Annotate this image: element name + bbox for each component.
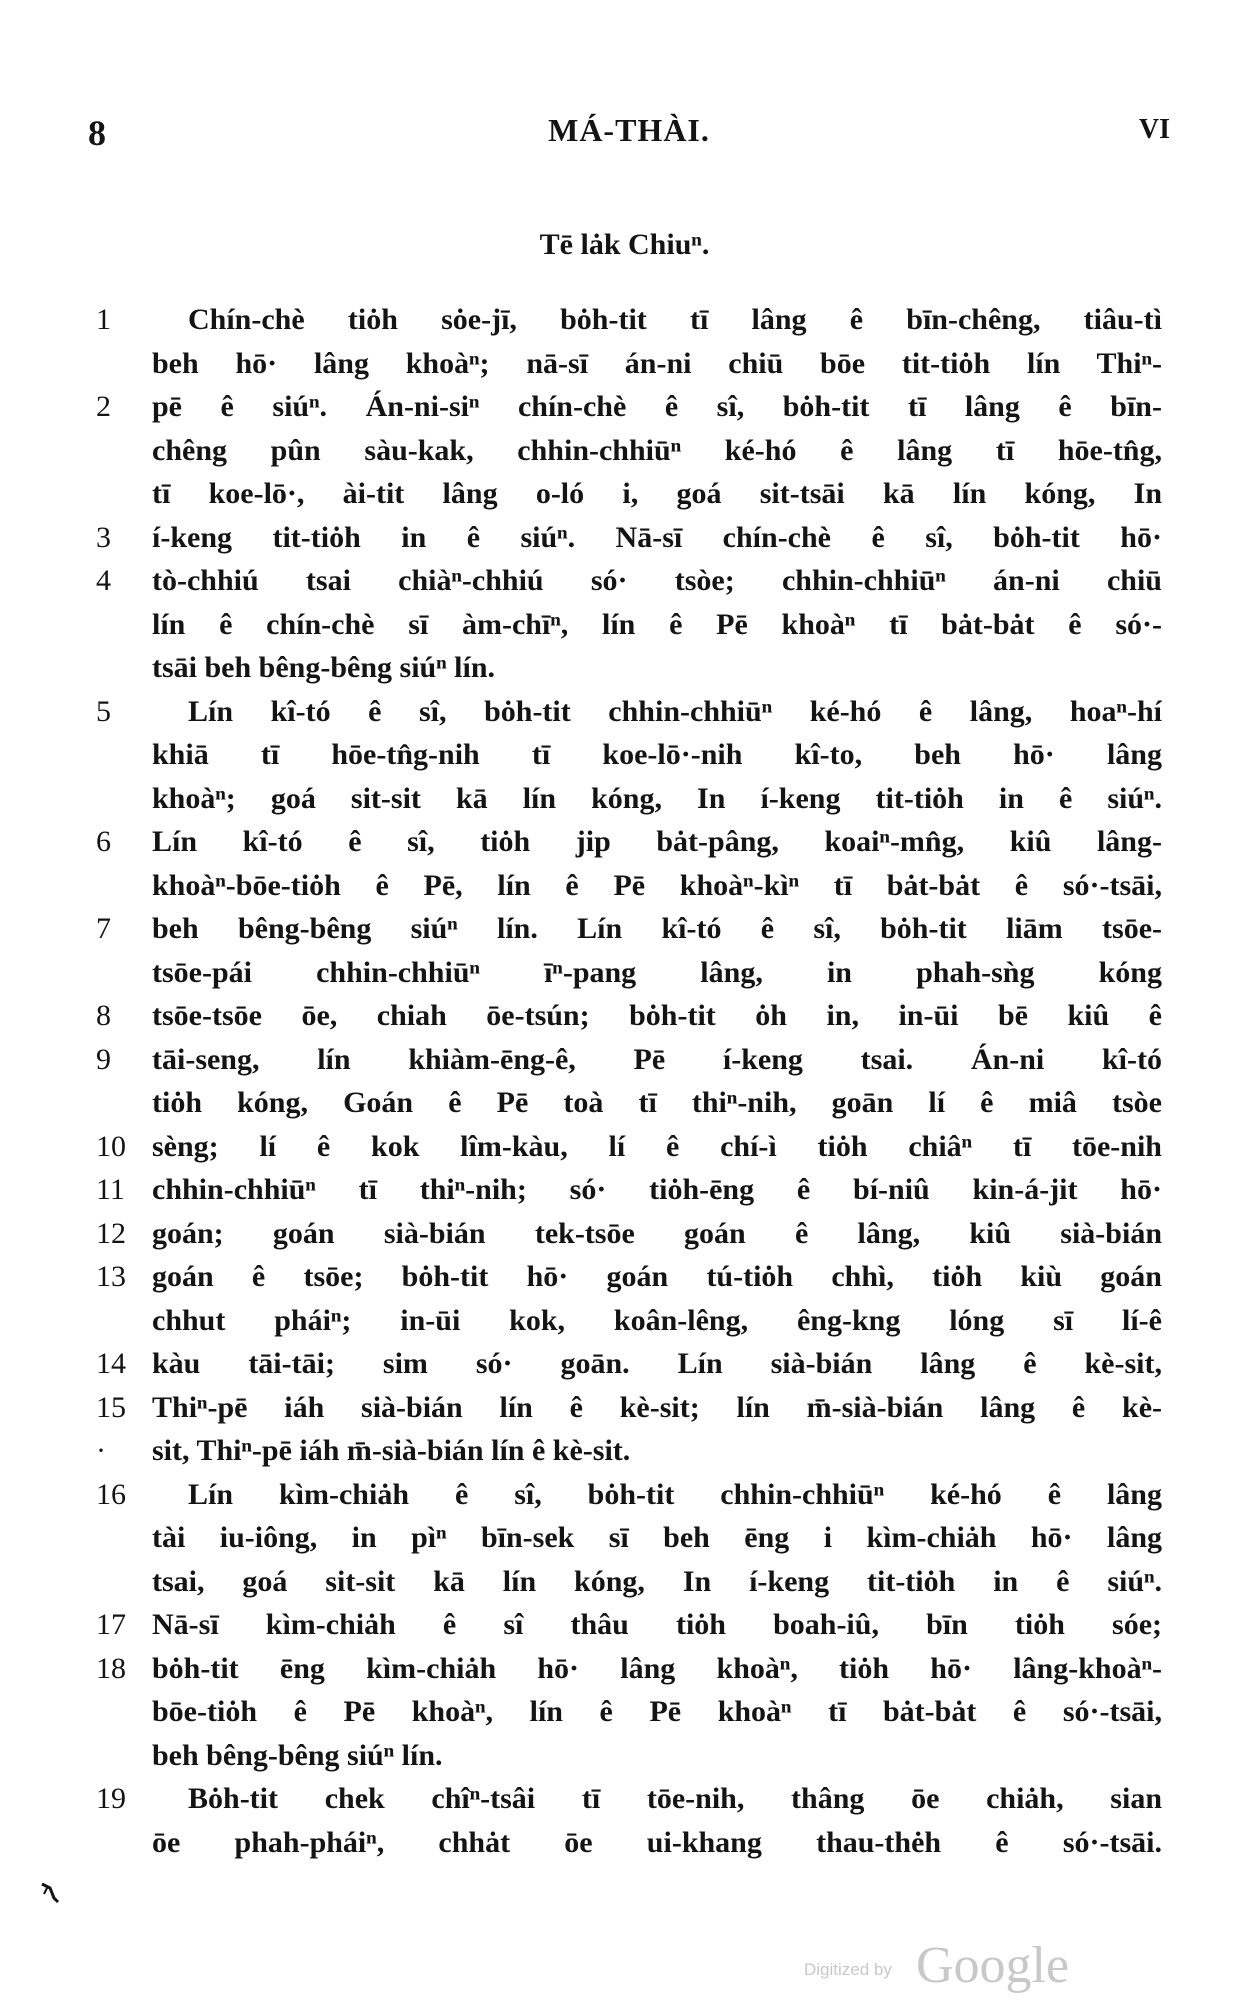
text-body	[96, 298, 1166, 1864]
line-text: tsāi beh bêng-bêng siúⁿ lín.	[152, 651, 496, 684]
text-line	[96, 1125, 1166, 1169]
line-text: goán; goán sià-bián tek-tsōe goán ê lâng, kiû sià-bián	[152, 1216, 1162, 1250]
line-text: Lín kìm-chiȧh ê sî, bȯh-tit chhin-chhiūⁿ ké-hó ê lâng	[188, 1477, 1162, 1511]
text-line	[96, 951, 1166, 995]
line-text: tò-chhiú tsai chiàⁿ-chhiú só· tsòe; chhin-chhiūⁿ án-ni chiū	[152, 564, 1162, 597]
verse-number: 16	[96, 1477, 126, 1511]
text-line	[96, 516, 1166, 560]
line-text: Thiⁿ-pē iáh sià-bián lín ê kè-sit; lín m̄-sià-bián lâng ê kè-	[152, 1390, 1162, 1424]
line-text: tài iu-iông, in pìⁿ bīn-sek sī beh ēng i kìm-chiȧh hō· lâng	[152, 1521, 1162, 1554]
verse-number: 1	[96, 303, 111, 336]
text-line	[96, 1516, 1166, 1560]
text-line	[96, 1821, 1166, 1865]
watermark-logo: Google	[916, 1937, 1070, 1994]
text-line	[96, 1255, 1166, 1299]
line-text: khoàⁿ-bōe-tiȯh ê Pē, lín ê Pē khoàⁿ-kìⁿ tī bȧt-bȧt ê só·-tsāi,	[152, 868, 1162, 902]
text-line	[96, 1560, 1166, 1604]
page-header	[88, 112, 1170, 160]
line-text: chhin-chhiūⁿ tī thiⁿ-nih; só· tiȯh-ēng ê bí-niû kin-á-jit hō·	[152, 1173, 1162, 1206]
line-text: tiȯh kóng, Goán ê Pē toà tī thiⁿ-nih, goān lí ê miâ tsòe	[152, 1086, 1162, 1119]
verse-number: 13	[96, 1260, 126, 1293]
text-line	[96, 429, 1166, 473]
line-text: pē ê siúⁿ. Án-ni-siⁿ chín-chè ê sî, bȯh-tit tī lâng ê bīn-	[152, 390, 1162, 423]
text-line	[96, 1038, 1166, 1082]
line-text: Lín kî-tó ê sî, tiȯh jip bȧt-pâng, koaiⁿ-mn̂g, kiû lâng-	[152, 825, 1162, 858]
text-line	[96, 472, 1166, 516]
text-line	[96, 342, 1166, 386]
text-line	[96, 1777, 1166, 1821]
text-line	[96, 1386, 1166, 1430]
text-line	[96, 646, 1166, 690]
ink-mark-icon	[40, 1880, 64, 1904]
line-text: bōe-tiȯh ê Pē khoàⁿ, lín ê Pē khoàⁿ tī bȧt-bȧt ê só·-tsāi,	[152, 1695, 1162, 1728]
verse-number: 15	[96, 1390, 126, 1424]
page-number: 8	[88, 113, 106, 153]
line-text: tī koe-lō·, ài-tit lâng o-ló i, goá sit-tsāi kā lín kóng, In	[152, 477, 1162, 510]
line-text: beh bêng-bêng siúⁿ lín.	[152, 1738, 443, 1772]
verse-number: 3	[96, 520, 111, 554]
text-line	[96, 1690, 1166, 1734]
verse-number: 18	[96, 1651, 126, 1685]
text-line	[96, 1212, 1166, 1256]
text-line	[96, 733, 1166, 777]
text-line	[96, 864, 1166, 908]
verse-number: 2	[96, 390, 111, 423]
line-text: bȯh-tit ēng kìm-chiȧh hō· lâng khoàⁿ, tiȯh hō· lâng-khoàⁿ-	[152, 1651, 1162, 1685]
text-line	[96, 1342, 1166, 1386]
text-line	[96, 1299, 1166, 1343]
text-line	[96, 385, 1166, 429]
line-text: Chín-chè tiȯh sȯe-jī, bȯh-tit tī lâng ê bīn-chêng, tiâu-tì	[188, 303, 1162, 336]
text-line	[96, 298, 1166, 342]
text-line	[96, 603, 1166, 647]
verse-number: 10	[96, 1129, 126, 1163]
verse-number: 19	[96, 1782, 126, 1815]
line-text: chêng pûn sàu-kak, chhin-chhiūⁿ ké-hó ê lâng tī hōe-tn̂g,	[152, 433, 1162, 467]
text-line	[96, 820, 1166, 864]
line-text: ōe phah-pháiⁿ, chhȧt ōe ui-khang thau-thėh ê só·-tsāi.	[152, 1825, 1162, 1859]
text-line	[96, 559, 1166, 603]
text-line	[96, 994, 1166, 1038]
watermark	[804, 1936, 1070, 1996]
line-text: khiā tī hōe-tn̂g-nih tī koe-lō·-nih kî-to, beh hō· lâng	[152, 738, 1162, 771]
verse-number: 12	[96, 1216, 126, 1250]
text-line	[96, 907, 1166, 951]
text-line	[96, 690, 1166, 734]
line-text: beh hō· lâng khoàⁿ; nā-sī án-ni chiū bōe tit-tiȯh lín Thiⁿ-	[152, 346, 1162, 380]
verse-number: 5	[96, 694, 111, 728]
chapter-number: VI	[1138, 114, 1170, 145]
text-line	[96, 1603, 1166, 1647]
text-line	[96, 1168, 1166, 1212]
text-line	[96, 1647, 1166, 1691]
text-line	[96, 777, 1166, 821]
line-text: lín ê chín-chè sī àm-chīⁿ, lín ê Pē khoàⁿ tī bȧt-bȧt ê só·-	[152, 607, 1162, 641]
verse-number: 7	[96, 912, 111, 945]
text-line	[96, 1473, 1166, 1517]
line-text: Nā-sī kìm-chiȧh ê sî thâu tiȯh boah-iû, bīn tiȯh sóe;	[152, 1608, 1162, 1641]
line-text: kàu tāi-tāi; sim só· goān. Lín sià-bián lâng ê kè-sit,	[152, 1347, 1162, 1380]
verse-number: 9	[96, 1042, 111, 1076]
line-text: tsai, goá sit-sit kā lín kóng, In í-keng tit-tiȯh in ê siúⁿ.	[152, 1564, 1162, 1598]
text-line	[96, 1734, 1166, 1778]
verse-number: 6	[96, 825, 111, 858]
book-title: MÁ-THÀI.	[548, 112, 710, 148]
line-text: beh bêng-bêng siúⁿ lín. Lín kî-tó ê sî, bȯh-tit liām tsōe-	[152, 912, 1162, 945]
verse-number: 8	[96, 999, 111, 1032]
line-text: chhut pháiⁿ; in-ūi kok, koân-lêng, êng-kng lóng sī lí-ê	[152, 1303, 1162, 1337]
line-text: khoàⁿ; goá sit-sit kā lín kóng, In í-keng tit-tiȯh in ê siúⁿ.	[152, 781, 1162, 815]
line-text: tsōe-tsōe ōe, chiah ōe-tsún; bȯh-tit ȯh in, in-ūi bē kiû ê	[152, 999, 1162, 1032]
line-text: sit, Thiⁿ-pē iáh m̄-sià-bián lín ê kè-sit.	[152, 1434, 631, 1467]
verse-number: 14	[96, 1347, 126, 1380]
verse-number: 4	[96, 564, 111, 597]
line-text: sèng; lí ê kok lîm-kàu, lí ê chí-ì tiȯh chiâⁿ tī tōe-nih	[152, 1129, 1162, 1163]
verse-number: ·	[96, 1434, 106, 1467]
line-text: goán ê tsōe; bȯh-tit hō· goán tú-tiȯh chhì, tiȯh kiù goán	[152, 1260, 1162, 1293]
section-title: Tē lȧk Chiuⁿ.	[539, 228, 710, 261]
line-text: í-keng tit-tiȯh in ê siúⁿ. Nā-sī chín-chè ê sî, bȯh-tit hō·	[152, 520, 1162, 554]
watermark-small: Digitized by	[804, 1960, 892, 1979]
verse-number: 17	[96, 1608, 126, 1641]
line-text: tāi-seng, lín khiàm-ēng-ê, Pē í-keng tsai. Án-ni kî-tó	[152, 1042, 1162, 1076]
verse-number: 11	[96, 1173, 125, 1206]
text-line	[96, 1429, 1166, 1473]
line-text: Bȯh-tit chek chîⁿ-tsâi tī tōe-nih, thâng ōe chiȧh, sian	[188, 1782, 1162, 1815]
line-text: tsōe-pái chhin-chhiūⁿ īⁿ-pang lâng, in phah-sǹg kóng	[152, 955, 1162, 989]
text-line	[96, 1081, 1166, 1125]
line-text: Lín kî-tó ê sî, bȯh-tit chhin-chhiūⁿ ké-hó ê lâng, hoaⁿ-hí	[188, 694, 1162, 728]
